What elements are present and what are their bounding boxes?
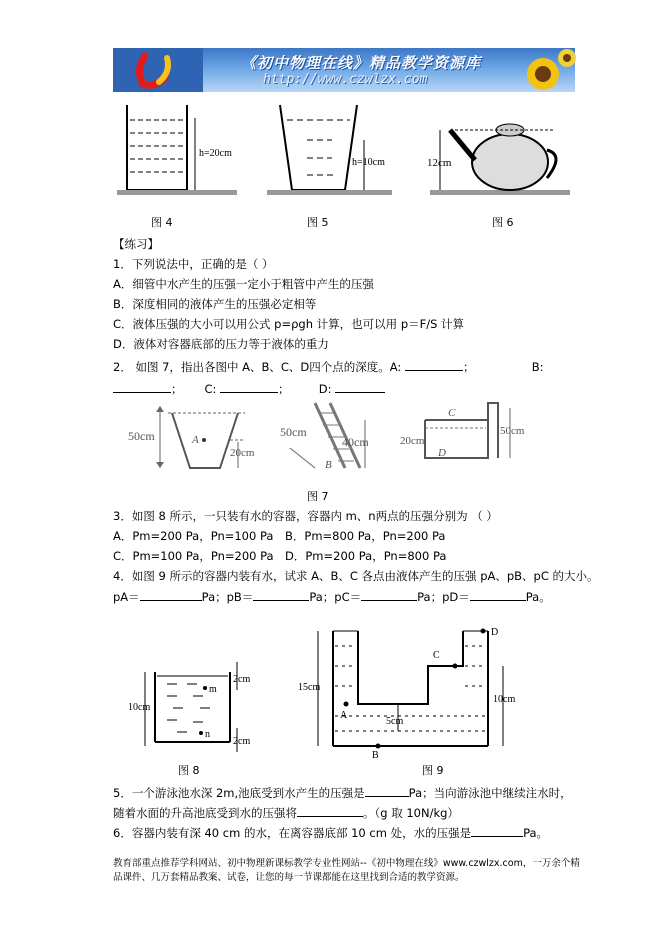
q1-option-d: D．液体对容器底部的压力等于液体的重力 [113, 337, 329, 351]
fig7-c [400, 403, 525, 459]
fig8-top: 2cm [233, 674, 251, 685]
fig8-left: 10cm [128, 702, 151, 713]
fig7-a-h1: 50cm [128, 429, 155, 443]
q4-answers [113, 588, 551, 605]
section-heading: 【练习】 [113, 237, 159, 251]
banner-title: 《初中物理在线》精品教学资源库 [241, 54, 482, 72]
fig7-a-h2: 20cm [230, 447, 255, 459]
answer-blank-q5-2[interactable] [297, 804, 363, 817]
fig7-c-h1: 20cm [400, 435, 425, 447]
figure-8 [125, 660, 275, 760]
q6-text: 6．容器内装有深 40 cm 的水，在离容器底部 10 cm 处，水的压强是 [113, 826, 472, 840]
fig7-b-h2: 40cm [342, 435, 369, 449]
fig7-a [128, 406, 255, 468]
answer-blank-pc[interactable] [361, 588, 417, 601]
banner-url[interactable]: http://www.czwlzx.com [263, 72, 428, 87]
fig6-height-label: 12cm [427, 157, 452, 169]
fig8-bottom: 2cm [233, 736, 251, 747]
answer-blank-a[interactable] [405, 358, 463, 371]
fig7-a-point: A [192, 434, 199, 446]
q4-end: Pa。 [525, 590, 551, 604]
answer-blank-pd[interactable] [470, 588, 526, 601]
q5-text-1b: Pa；当向游泳池中继续注水时， [408, 786, 572, 800]
q1-stem: 1．下列说法中，正确的是（ ） [113, 257, 274, 271]
fig7-c-point-c: C [448, 407, 456, 419]
fig9-b: B [372, 750, 379, 761]
q6-end: Pa。 [523, 826, 549, 840]
q4-pd-label: Pa；pD＝ [417, 590, 470, 604]
q4-pc-label: Pa；pC＝ [309, 590, 362, 604]
q3-option-b: B．Pm=800 Pa，Pn=200 Pa [285, 529, 446, 543]
q6-line [113, 824, 548, 841]
q2-line2: ； C: ； D: [113, 380, 385, 397]
fig9-a: A [340, 710, 348, 721]
fig4-height-label: h=20cm [199, 148, 232, 159]
sunflower-image [495, 48, 575, 92]
q2-stem: 2． 如图 7，指出各图中 A、B、C、D四个点的深度。A: [113, 360, 402, 374]
fig9-c: C [433, 650, 440, 661]
fig5-caption: 图 5 [307, 216, 329, 229]
fig9-h2: 10cm [493, 694, 516, 705]
fig8-n: n [205, 729, 210, 740]
q4-stem: 4．如图 9 所示的容器内装有水，试求 A、B、C 各点由液体产生的压强 pA、pB、pC 的大小。 [113, 569, 599, 583]
fig9-h1: 15cm [298, 682, 321, 693]
fig8-m: m [209, 684, 217, 695]
fig9-caption: 图 9 [422, 764, 444, 777]
q1-option-b: B．深度相同的液体产生的压强必定相等 [113, 297, 317, 311]
answer-blank-pa[interactable] [140, 588, 202, 601]
answer-blank-c[interactable] [220, 380, 278, 393]
q5-line2 [113, 804, 459, 821]
answer-blank-pb[interactable] [253, 588, 309, 601]
figure-4 [112, 100, 252, 210]
fig7-caption: 图 7 [307, 490, 329, 503]
answer-blank-b[interactable] [113, 380, 171, 393]
q5-line1 [113, 784, 572, 801]
fig9-d: D [491, 627, 499, 638]
figure-5 [262, 100, 412, 210]
answer-blank-d[interactable] [335, 380, 385, 393]
q3-stem: 3．如图 8 所示，一只装有水的容器，容器内 m、n两点的压强分别为 （ ） [113, 509, 498, 523]
footer-note: 教育部重点推荐学科网站、初中物理新课标教学专业性网站--《初中物理在线》www.czwlzx.com，一万余个精品课件、几万套精品教案、试卷，让您的每一节课都能在这里找到合适的教学资源。 [113, 858, 580, 883]
q5-text-2: 随着水面的升高池底受到水的压强将 [113, 806, 297, 820]
answer-blank-q5-1[interactable] [365, 784, 409, 797]
fig5-height-label: h=10cm [352, 157, 385, 168]
fig7-b-point: B [325, 459, 332, 471]
fig7-b-h1: 50cm [280, 425, 307, 439]
figure-7 [120, 398, 525, 478]
fig9-h3: 5cm [386, 716, 404, 727]
q2-line1: 2． 如图 7，指出各图中 A、B、C、D四个点的深度。A: ； B: [113, 360, 544, 374]
fig6-caption: 图 6 [492, 216, 514, 229]
q2-c-label: C: [204, 382, 217, 396]
q4-pa-label: pA＝ [113, 590, 140, 604]
fig4-caption: 图 4 [151, 216, 173, 229]
header-banner [113, 48, 575, 92]
fig8-caption: 图 8 [178, 764, 200, 777]
q1-option-c: C．液体压强的大小可以用公式 p=ρgh 计算，也可以用 p＝F/S 计算 [113, 317, 465, 331]
q3-option-c: C．Pm=100 Pa，Pn=200 Pa [113, 549, 274, 563]
q2-b-label: B: [531, 360, 544, 374]
q5-text-2b: 。（g 取 10N/kg） [363, 806, 459, 820]
fig7-c-point-d: D [438, 447, 446, 459]
site-logo [113, 48, 203, 92]
q5-text-1: 5．一个游泳池水深 2m,池底受到水产生的压强是 [113, 786, 365, 800]
q1-option-a: A．细管中水产生的压强一定小于粗管中产生的压强 [113, 277, 374, 291]
q3-option-a: A．Pm=200 Pa，Pn=100 Pa [113, 529, 274, 543]
figure-6-teapot [425, 100, 575, 210]
q4-pb-label: Pa；pB＝ [201, 590, 254, 604]
fig7-b [280, 403, 369, 471]
q2-d-label: D: [318, 382, 332, 396]
fig7-c-h2: 50cm [500, 425, 525, 437]
q3-option-d: D．Pm=200 Pa，Pn=800 Pa [285, 549, 447, 563]
answer-blank-q6[interactable] [471, 824, 523, 837]
figure-9 [298, 626, 528, 761]
